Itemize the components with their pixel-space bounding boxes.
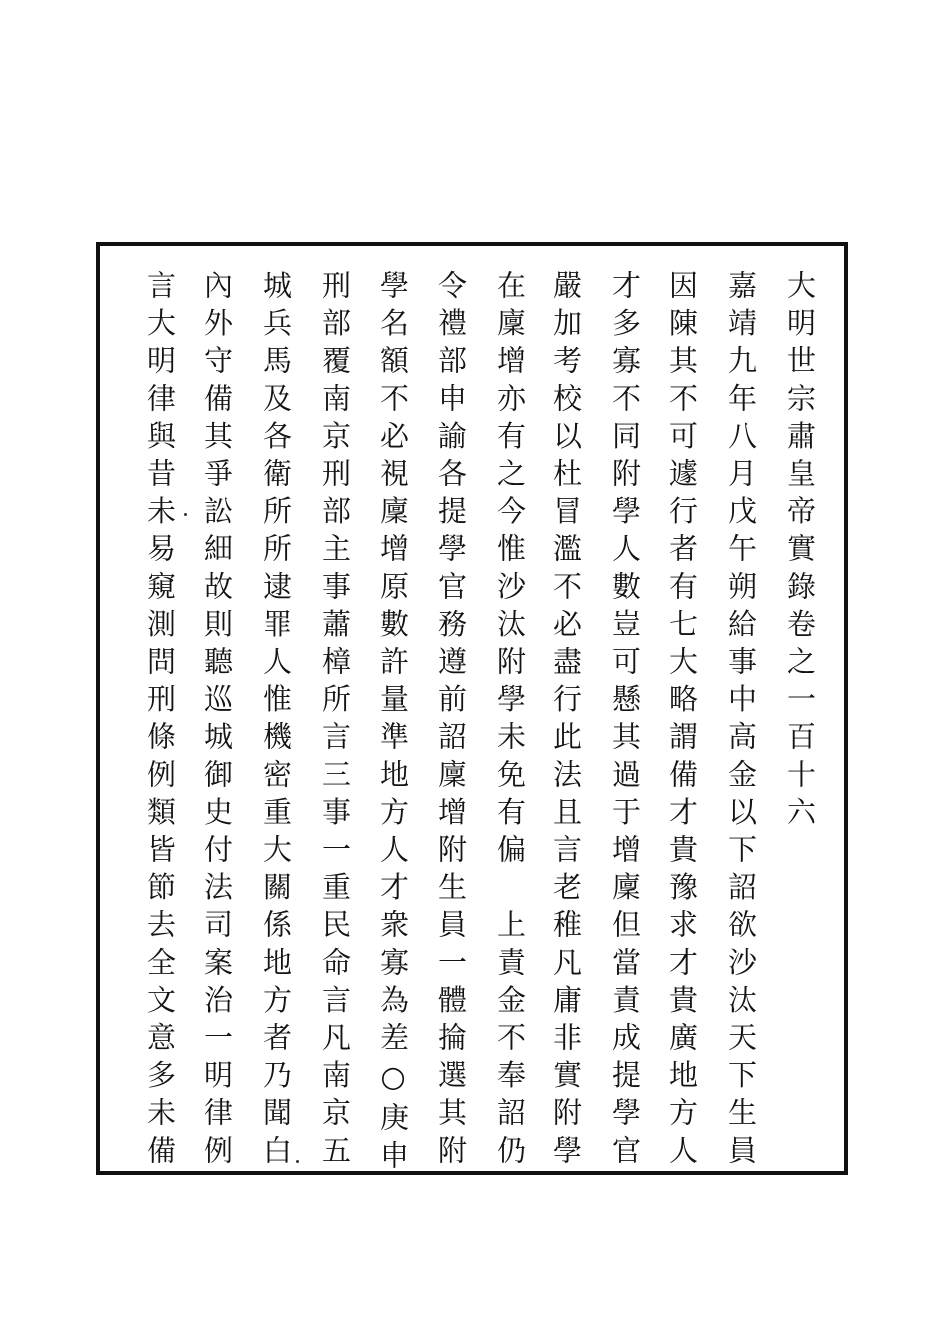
text-column-11: 內外守備其爭訟細故則聽巡城御史付法司案治一明律例 [200, 270, 234, 1173]
text-column-2: 嘉靖九年八月戊午朔給事中高金以下詔欲沙汰天下生員 [724, 270, 758, 1173]
text-column-10: 城兵馬及各衛所所逮罪人惟機密重大關係地方者乃聞白 [259, 270, 293, 1173]
text-column-7: 令禮部申諭各提學官務遵前詔廩增附生員一體掄選其附 [434, 270, 468, 1173]
scan-speck [296, 1160, 299, 1163]
scan-speck [184, 513, 187, 516]
text-column-1: 大明世宗肅皇帝實錄卷之一百十六 [783, 270, 817, 834]
text-column-3: 因陳其不可遽行者有七大略謂備才貴豫求才貴廣地方人 [665, 270, 699, 1173]
text-column-8: 學名額不必視廩增原數許量準地方人才衆寡為差○庚申 [376, 270, 410, 1178]
text-column-6: 在廩增亦有之今惟沙汰附學未免有偏 上責金不奉詔仍 [493, 270, 527, 1173]
text-column-12: 言大明律與昔未易窺測問刑條例類皆節去全文意多未備 [143, 270, 177, 1173]
text-column-9: 刑部覆南京刑部主事蕭樟所言三事一重民命言凡南京五 [318, 270, 352, 1173]
text-column-4: 才多寡不同附學人數豈可懸其過于增廩但當責成提學官 [608, 270, 642, 1173]
text-column-5: 嚴加考校以杜冒濫不必盡行此法且言老稚凡庸非實附學 [549, 270, 583, 1173]
